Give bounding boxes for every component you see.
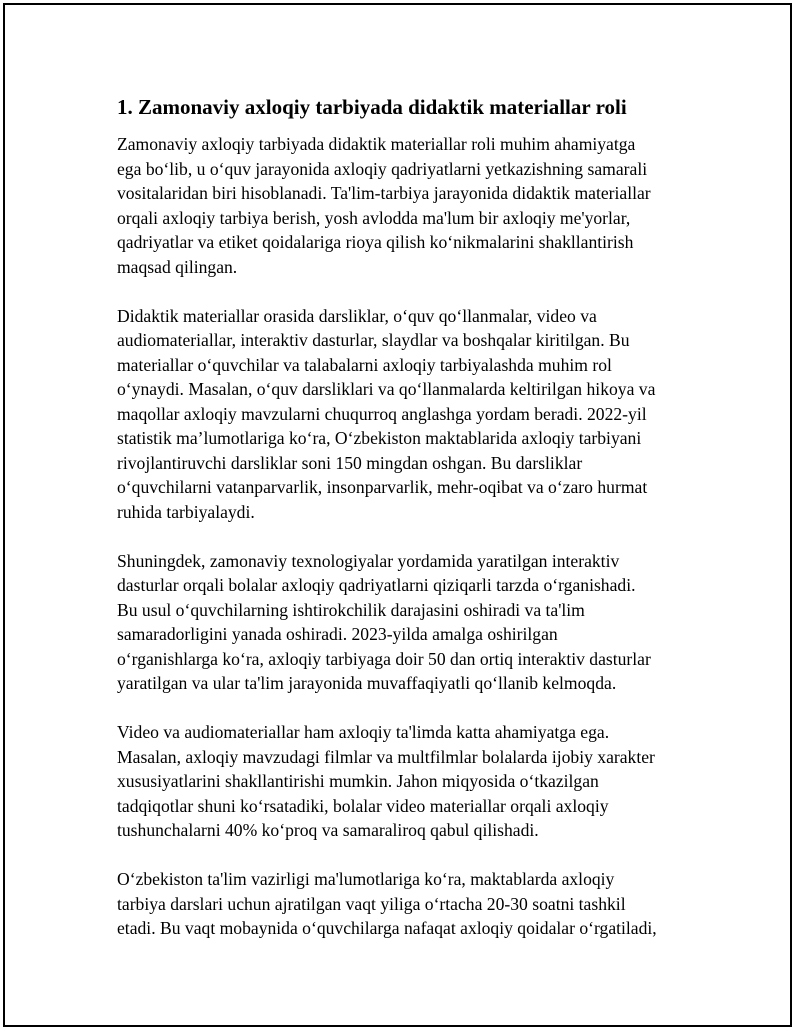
paragraph-4 <box>117 720 687 843</box>
text-line: Masalan, axloqiy mavzudagi filmlar va multfilmlar bolalarda ijobiy xarakter <box>117 746 655 767</box>
text-line: Didaktik materiallar orasida darsliklar, o‘quv qo‘llanmalar, video va <box>117 305 597 326</box>
document-body <box>117 92 687 965</box>
text-line: xususiyatlarini shakllantirishi mumkin. Jahon miqyosida o‘tkazilgan <box>117 771 599 791</box>
paragraph-5 <box>117 867 687 941</box>
text-line: qadriyatlar va etiket qoidalariga rioya qilish ko‘nikmalarini shakllantirish <box>117 232 634 252</box>
text-line: maqollar axloqiy mavzularni chuqurroq anglashga yordam beradi. 2022-yil <box>117 403 647 424</box>
text-line: Video va audiomateriallar ham axloqiy ta'limda katta ahamiyatga ega. <box>117 722 610 742</box>
text-line: ega bo‘lib, u o‘quv jarayonida axloqiy qadriyatlarni yetkazishning samarali <box>117 158 648 179</box>
text-line: o‘ynaydi. Masalan, o‘quv darsliklari va qo‘llanmalarda keltirilgan hikoya va <box>117 379 656 399</box>
text-line: dasturlar orqali bolalar axloqiy qadriyatlarni qiziqarli tarzda o‘rganishadi. <box>117 575 636 595</box>
paragraph-2 <box>117 304 687 525</box>
text-line: yaratilgan va ular ta'lim jarayonida muvaffaqiyatli qo‘llanib kelmoqda. <box>117 673 617 693</box>
text-line: statistik ma’lumotlariga ko‘ra, O‘zbekiston maktablarida axloqiy tarbiyani <box>117 428 642 448</box>
text-line: tarbiya darslari uchun ajratilgan vaqt yiliga o‘rtacha 20-30 soatni tashkil <box>117 893 626 914</box>
text-line: O‘zbekiston ta'lim vazirligi ma'lumotlariga ko‘ra, maktablarda axloqiy <box>117 869 615 889</box>
text-line: Shuningdek, zamonaviy texnologiyalar yordamida yaratilgan interaktiv <box>117 550 620 571</box>
text-line: o‘rganishlarga ko‘ra, axloqiy tarbiyaga doir 50 dan ortiq interaktiv dasturlar <box>117 648 651 669</box>
section-heading: 1. Zamonaviy axloqiy tarbiyada didaktik materiallar roli <box>117 95 627 119</box>
text-line: materiallar o‘quvchilar va talabalarni axloqiy tarbiyalashda muhim rol <box>117 354 612 375</box>
text-line: orqali axloqiy tarbiya berish, yosh avlodda ma'lum bir axloqiy me'yorlar, <box>117 207 631 228</box>
text-line: Bu usul o‘quvchilarning ishtirokchilik darajasini oshiradi va ta'lim <box>117 599 585 620</box>
text-line: audiomateriallar, interaktiv dasturlar, slaydlar va boshqalar kiritilgan. Bu <box>117 330 630 350</box>
text-line: tadqiqotlar shuni ko‘rsatadiki, bolalar video materiallar orqali axloqiy <box>117 795 609 816</box>
text-line: etadi. Bu vaqt mobaynida o‘quvchilarga nafaqat axloqiy qoidalar o‘rgatiladi, <box>117 918 657 938</box>
text-line: vositalaridan biri hisoblanadi. Ta'lim-tarbiya jarayonida didaktik materiallar <box>117 183 651 203</box>
text-line: ruhida tarbiyalaydi. <box>117 501 255 522</box>
text-line: samaradorligini yanada oshiradi. 2023-yilda amalga oshirilgan <box>117 624 558 644</box>
paragraph-3 <box>117 549 687 696</box>
text-line: tushunchalarni 40% ko‘proq va samaraliroq qabul qilishadi. <box>117 820 539 840</box>
text-line: maqsad qilingan. <box>117 256 238 277</box>
text-line: o‘quvchilarni vatanparvarlik, insonparvarlik, mehr-oqibat va o‘zaro hurmat <box>117 477 648 497</box>
text-line: Zamonaviy axloqiy tarbiyada didaktik materiallar roli muhim ahamiyatga <box>117 134 636 154</box>
paragraph-1 <box>117 132 687 279</box>
text-line: rivojlantiruvchi darsliklar soni 150 mingdan oshgan. Bu darsliklar <box>117 452 583 473</box>
